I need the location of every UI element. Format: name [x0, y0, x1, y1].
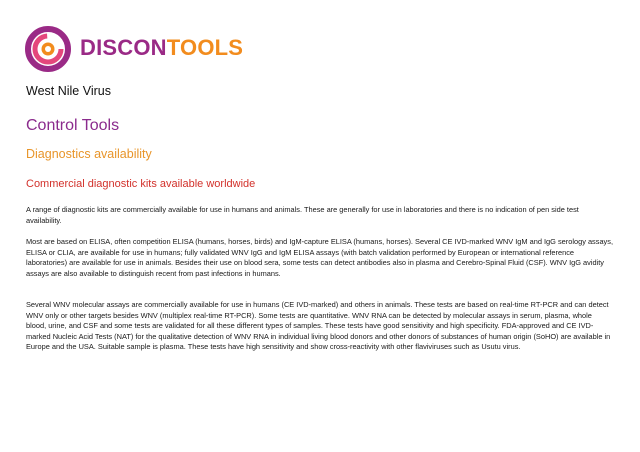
logo-swirl-icon — [24, 23, 74, 73]
disease-title: West Nile Virus — [26, 84, 111, 98]
paragraph-3: Several WNV molecular assays are commercially available for use in humans (CE IVD-marked) and others in animals. These tests are based on real-time RT-PCR and can detect WNV only or other targets besides WNV (multiplex real-time RT-PCR). Some tests are quantitative. WNV RNA can be detected by molecular assays in serum, plasma, whole blood, urine, and CSF and some tests are validated for all these different types of samples. These tests have good sensitivity and high specificity. FDA-approved and CE IVD-marked Nucleic Acid Tests (NAT) for the qualitative detection of WNV RNA in individual living blood donors and other donors of substances of human origin (SoHO) are available in Europe and the USA. Suitable sample is plasma. These tests have high sensitivity and show cross-reactivity with other flaviviruses such as Usutu virus. — [26, 300, 611, 352]
logo-wordmark — [80, 35, 243, 61]
content-title: Commercial diagnostic kits available worldwide — [26, 178, 256, 190]
discontools-logo — [24, 22, 243, 74]
logo-word-discon: DISCON — [80, 35, 167, 60]
paragraph-2: Most are based on ELISA, often competition ELISA (humans, horses, birds) and IgM-capture ELISA (humans, horses). Several CE IVD-marked WNV IgM and IgG serology assays, ELISA or CLIA, are available for use in humans; fully validated WNV IgG and IgM ELISA assays (with batch validation performed by European or international reference laboratories) are available for use in animals. Besides their use on blood sera, some tests can detect antibodies also in plasma and Cerebro-Spinal Fluid (CSF). WNV IgG avidity assays are also available to distinguish recent from past infections in humans. — [26, 237, 613, 278]
paragraph-1: A range of diagnostic kits are commercially available for use in humans and animals. These are generally for use in laboratories and there is no indication of pen side test availability. — [26, 205, 579, 225]
section-title: Control Tools — [26, 117, 120, 134]
logo-word-tools: TOOLS — [166, 35, 244, 60]
subsection-title: Diagnostics availability — [26, 147, 152, 161]
